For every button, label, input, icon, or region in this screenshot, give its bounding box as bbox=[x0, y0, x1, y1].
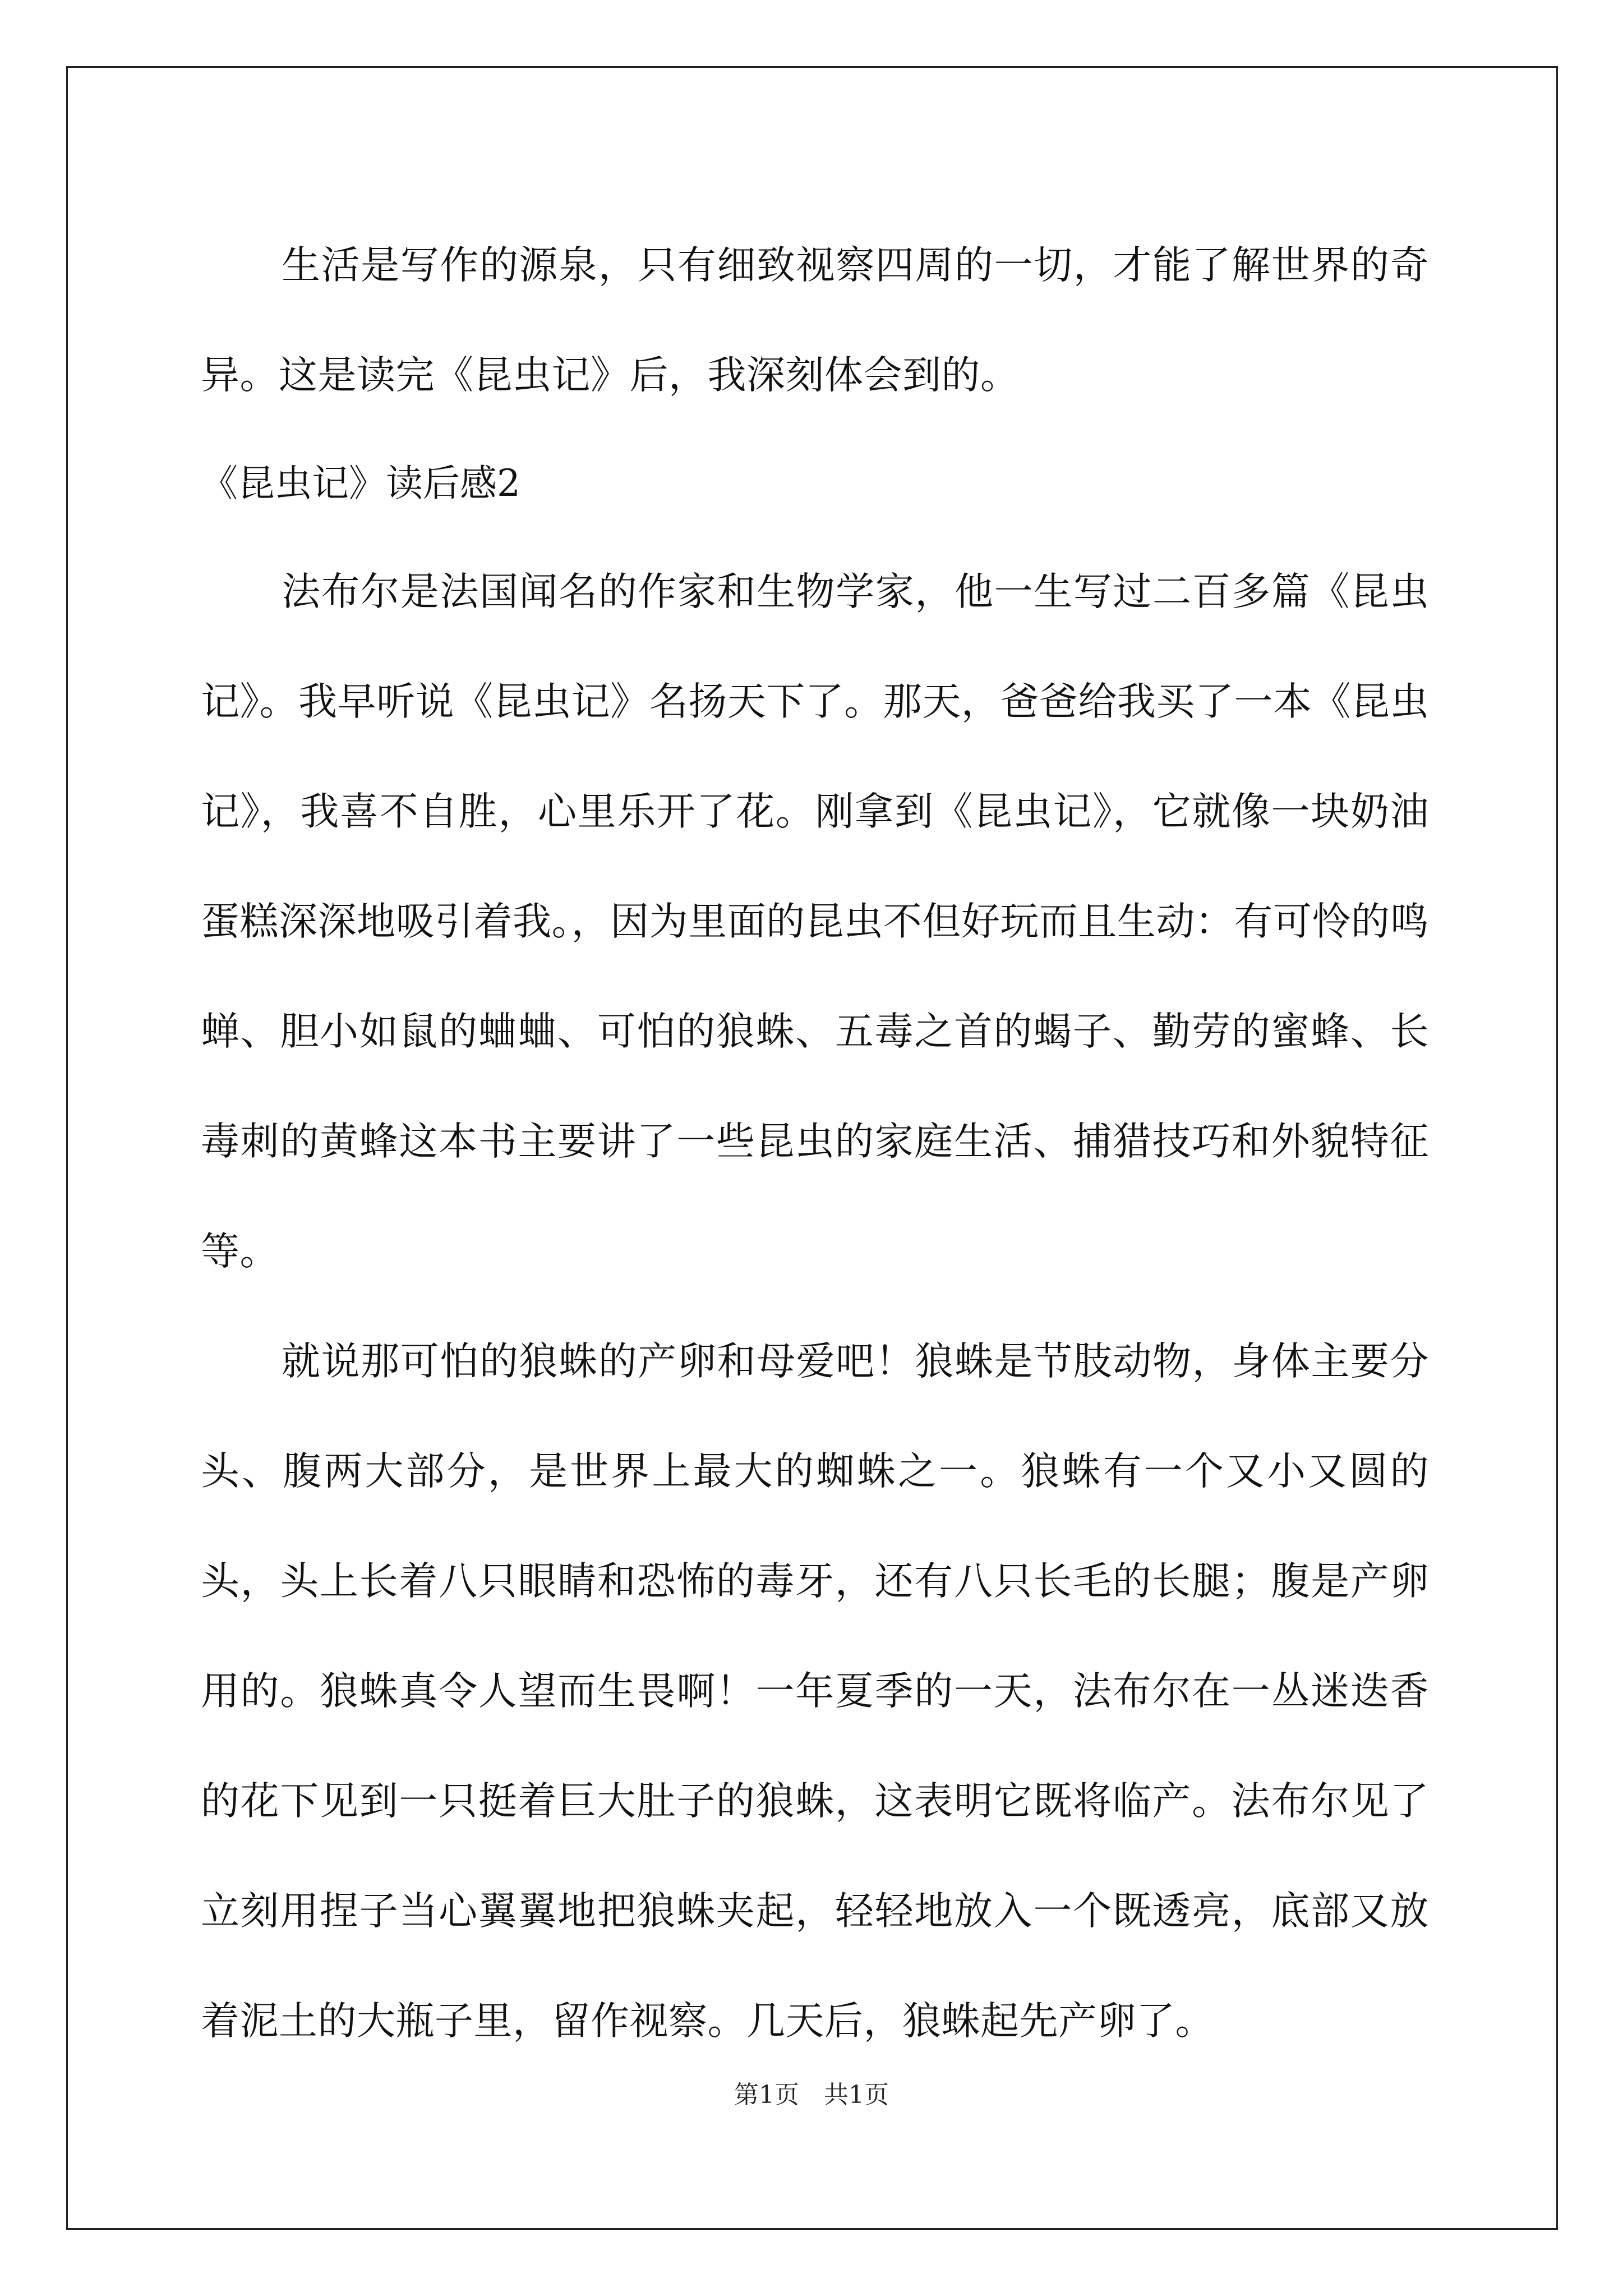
paragraph-fabre: 法布尔是法国闻名的作家和生物学家，他一生写过二百多篇《昆虫记》。我早听说《昆虫记》名扬天下了。那天，爸爸给我买了一本《昆虫记》，我喜不自胜，心里乐开了花。刚拿到《昆虫记》，它就像一块奶油蛋糕深深地吸引着我。，因为里面的昆虫不但好玩而且生动：有可怜的鸣蝉、胆小如鼠的蛐蛐、可怕的狼蛛、五毒之首的蝎子、勤劳的蜜蜂、长毒刺的黄蜂这本书主要讲了一些昆虫的家庭生活、捕猎技巧和外貌特征等。 bbox=[201, 569, 1429, 1274]
paragraph-intro: 生活是写作的源泉，只有细致视察四周的一切，才能了解世界的奇异。这是读完《昆虫记》后，我深刻体会到的。 bbox=[201, 243, 1429, 398]
page-footer: 第1页 共1页 bbox=[734, 2081, 889, 2109]
paragraph-wolf-spider: 就说那可怕的狼蛛的产卵和母爱吧！狼蛛是节肢动物，身体主要分头、腹两大部分，是世界上最大的蜘蛛之一。狼蛛有一个又小又圆的头，头上长着八只眼睛和恐怖的毒牙，还有八只长毛的长腿；腹是产卵用的。狼蛛真令人望而生畏啊！一年夏季的一天，法布尔在一丛迷迭香的花下见到一只挺着巨大肚子的狼蛛，这表明它既将临产。法布尔见了立刻用捏子当心翼翼地把狼蛛夹起，轻轻地放入一个既透亮，底部又放着泥土的大瓶子里，留作视察。几天后，狼蛛起先产卵了。 bbox=[201, 1339, 1429, 2044]
section-heading: 《昆虫记》读后感2 bbox=[201, 462, 520, 505]
document-body bbox=[201, 210, 1429, 2076]
